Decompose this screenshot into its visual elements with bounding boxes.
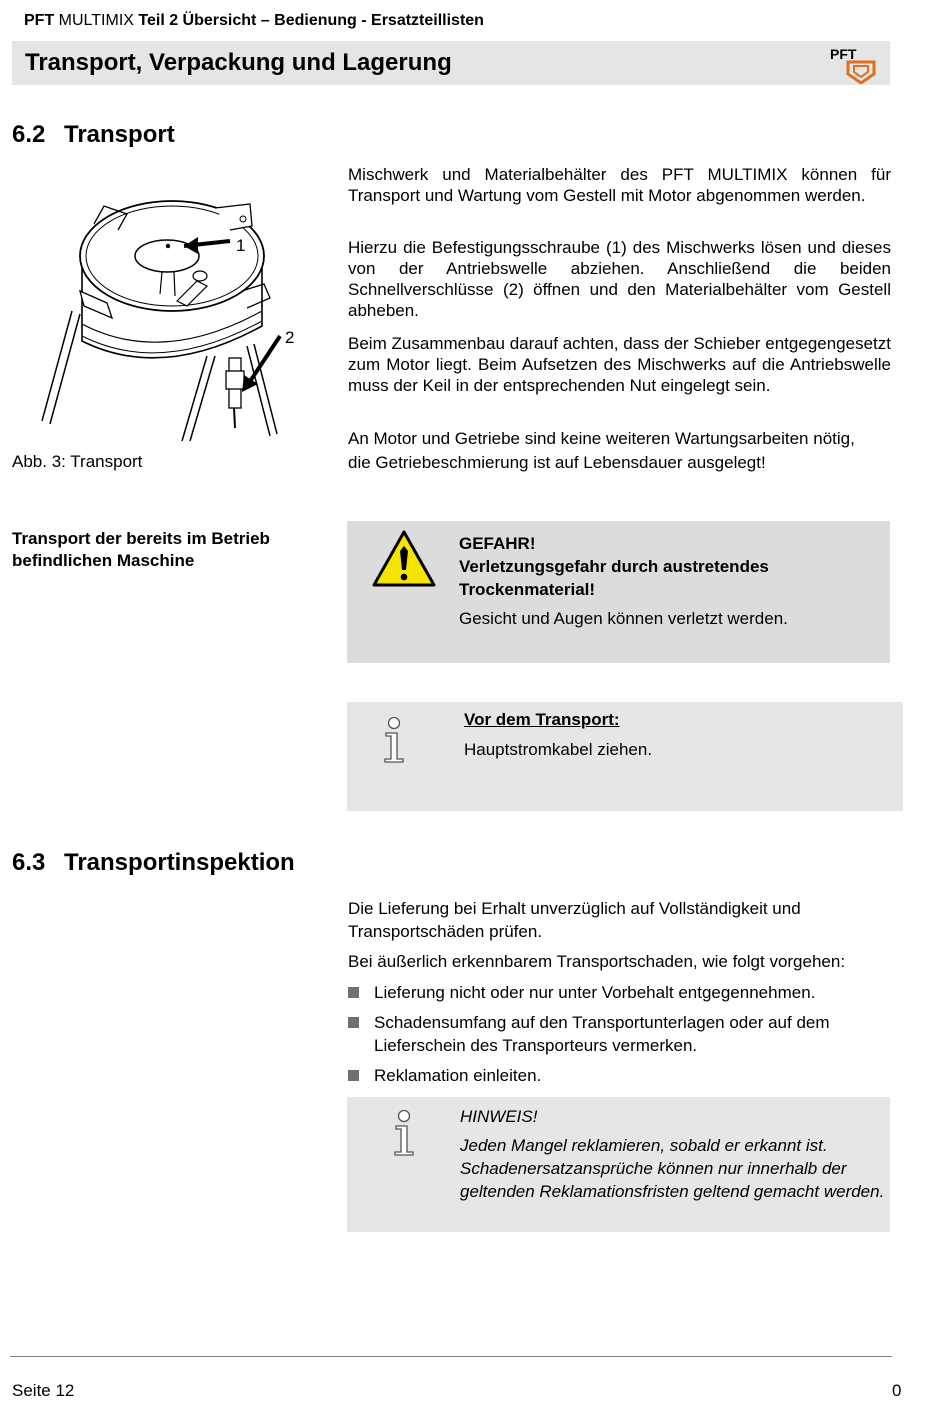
danger-text: Gesicht und Augen können verletzt werden. — [459, 609, 788, 628]
note-text: Jeden Mangel reklamieren, sobald er erkannt ist. Schadenersatzansprüche können nur innerhalb der geltenden Reklamationsfristen geltend gemacht werden. — [460, 1136, 885, 1201]
header-model: MULTIMIX — [58, 12, 134, 29]
list-item-text: Reklamation einleiten. — [374, 1066, 542, 1085]
section-number: 6.2 — [12, 121, 46, 148]
paragraph: Bei äußerlich erkennbarem Transportschaden, wie folgt vorgehen: — [348, 952, 846, 971]
figure-callout-1: 1 — [236, 236, 246, 255]
chapter-title: Transport, Verpackung und Lagerung — [25, 49, 452, 76]
info-box-transport — [347, 702, 903, 811]
section-title-text: Transport — [64, 121, 175, 148]
logo-text: PFT — [830, 46, 857, 62]
paragraph: Hierzu die Befestigungsschraube (1) des Mischwerks lösen und dieses von der Antriebswelle abziehen. Anschließend die beiden Schnellverschlüsse (2) öffnen und den Materialbehälter vom Gestell abheben. — [348, 238, 891, 320]
danger-box — [347, 521, 890, 663]
chapter-title-bar — [12, 41, 890, 85]
paragraph: Mischwerk und Materialbehälter des PFT MULTIMIX können für Transport und Wartung vom Gestell mit Motor abgenommen werden. — [348, 165, 891, 205]
section-number: 6.3 — [12, 849, 46, 876]
footer-divider — [10, 1356, 892, 1357]
figure-callout-2: 2 — [285, 328, 295, 347]
bullet-icon — [348, 1017, 359, 1028]
info-text-block — [464, 708, 884, 761]
pft-logo-icon — [828, 44, 880, 84]
info-heading: Vor dem Transport: — [464, 710, 620, 729]
header-brand: PFT — [24, 12, 55, 29]
paragraph: An Motor und Getriebe sind keine weiteren Wartungsarbeiten nötig, die Getriebeschmierung ist auf Lebensdauer ausgelegt! — [348, 429, 855, 472]
list-item — [348, 981, 868, 1004]
page-header — [24, 12, 484, 30]
note-label: HINWEIS! — [460, 1107, 538, 1126]
bullet-icon — [348, 1070, 359, 1081]
mixer-machine-drawing — [32, 196, 302, 446]
info-text: Hauptstromkabel ziehen. — [464, 740, 653, 759]
paragraph: Die Lieferung bei Erhalt unverzüglich auf Vollständigkeit und Transportschäden prüfen. — [348, 899, 801, 941]
danger-label: GEFAHR! — [459, 534, 536, 553]
list-item-text: Lieferung nicht oder nur unter Vorbehalt entgegennehmen. — [374, 983, 816, 1002]
note-text-block — [460, 1105, 885, 1203]
section-6-2-title — [12, 121, 175, 149]
figure-caption: Abb. 3: Transport — [12, 452, 143, 471]
header-part: Teil 2 Übersicht – Bedienung - Ersatzteillisten — [138, 12, 484, 29]
warning-triangle-icon — [371, 529, 437, 589]
list-item — [348, 1064, 868, 1087]
danger-text-block — [459, 532, 879, 630]
footer-page: Seite 12 — [12, 1381, 75, 1400]
list-item-text: Schadensumfang auf den Transportunterlagen oder auf dem Lieferschein des Transporteurs vermerken. — [374, 1013, 830, 1055]
section-6-3-title — [12, 849, 295, 877]
list-item — [348, 1011, 868, 1057]
bullet-icon — [348, 987, 359, 998]
info-icon — [391, 1109, 417, 1157]
section-title-text: Transportinspektion — [64, 849, 295, 876]
paragraph: Beim Zusammenbau darauf achten, dass der Schieber entgegengesetzt zum Motor liegt. Beim Aufsetzen des Mischwerks auf die Antriebswelle muss der Keil in der entsprechenden Nut eingelegt sein. — [348, 334, 891, 395]
footer-revision: 0 — [892, 1381, 902, 1400]
info-icon — [381, 716, 407, 764]
side-heading: Transport der bereits im Betrieb befindlichen Maschine — [12, 529, 270, 570]
note-box — [347, 1097, 890, 1232]
danger-headline: Verletzungsgefahr durch austretendes Trockenmaterial! — [459, 557, 769, 599]
